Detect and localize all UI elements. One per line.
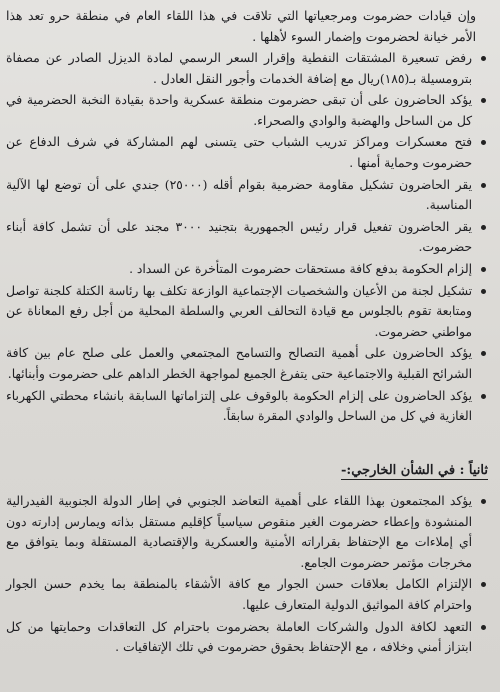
list-item: فتح معسكرات ومراكز تدريب الشباب حتى يتسنى لهم المشاركة في شرف الدفاع عن حضرموت وحماية أمنها . [6, 132, 472, 173]
list-item: يؤكد الحاضرون على أن تبقى حضرموت منطقة عسكرية واحدة بقيادة النخبة الحضرمية في كل من الساحل والهضبة والوادي والصحراء. [6, 90, 472, 131]
intro-paragraph: وإن قيادات حضرموت ومرجعياتها التي تلاقت في هذا اللقاء العام في منطقة حرو تعد هذا الأمر خيانة لحضرموت وإضمار السوء لأهلها . [6, 9, 476, 44]
list-item: يقر الحاضرون تفعيل قرار رئيس الجمهورية بتجنيد ٣٠٠٠ مجند على أن تشمل كافة أبناء حضرموت. [6, 217, 472, 258]
list-item: يؤكد المجتمعون بهذا اللقاء على أهمية التعاضد الجنوبي في إطار الدولة الجنوبية الفيدرالية المنشودة وإعطاء حضرموت الغير منقوص سياسياً كإقليم مستقل بذاته ويمارس إدارته دون أي إملاءات مع الإحتفاظ بقراراته الأمنية والعسكرية والإقتصادية المستقلة وبما يتوافق مع مخرجات مؤتمر حضرموت الجامع. [6, 491, 472, 573]
list-item: التعهد لكافة الدول والشركات العاملة بحضرموت باحترام كل التعاقدات وحمايتها من كل ابتزاز أمني وخلافه ، مع الإحتفاظ بحقوق حضرموت في تلك الإتفاقيات . [6, 617, 472, 658]
list-item: إلزام الحكومة بدفع كافة مستحقات حضرموت المتأخرة عن السداد . [6, 259, 472, 280]
list-item: تشكيل لجنة من الأعيان والشخصيات الإجتماعية الوازعة تكلف بها رئاسة الكتلة كلجنة تواصل ومتابعة تقوم بالجلوس مع قيادة التحالف العربي والسلطة المحلية من أجل رفع المعاناة عن مواطني حضرموت. [6, 281, 472, 343]
list-item: يؤكد الحاضرون على أهمية التصالح والتسامح المجتمعي والعمل على صلح عام بين كافة الشرائح القبلية والاجتماعية حتى يتفرغ الجميع لمواجهة الخطر الداهم على حضرموت وأبنائها. [6, 343, 472, 384]
external-points [6, 491, 490, 659]
list-item: يقر الحاضرون تشكيل مقاومة حضرمية بقوام أقله (٢٥٠٠٠) جندي على أن توضع لها الآلية المناسبة. [6, 175, 472, 216]
internal-points [6, 48, 490, 428]
list-item: رفض تسعيرة المشتقات النفطية وإقرار السعر الرسمي لمادة الديزل الصادر عن مصفاة بترومسيلة بـ(١٨٥)ريال مع إضافة الخدمات وأجور النقل العادل . [6, 48, 472, 89]
list-item: يؤكد الحاضرون على إلزام الحكومة بالوقوف على إلتزاماتها السابقة بانشاء محطتي الكهرباء الغازية في كل من الساحل والوادي المقرة سابقاً. [6, 386, 472, 427]
section-heading [341, 463, 488, 478]
list-item: الإلتزام الكامل بعلاقات حسن الجوار مع كافة الأشقاء بالمنطقة بما يخدم حسن الجوار واحترام كافة المواثيق الدولية المتعارف عليها. [6, 574, 472, 615]
external-heading: ثانياً : في الشأن الخارجي:- [341, 463, 488, 478]
